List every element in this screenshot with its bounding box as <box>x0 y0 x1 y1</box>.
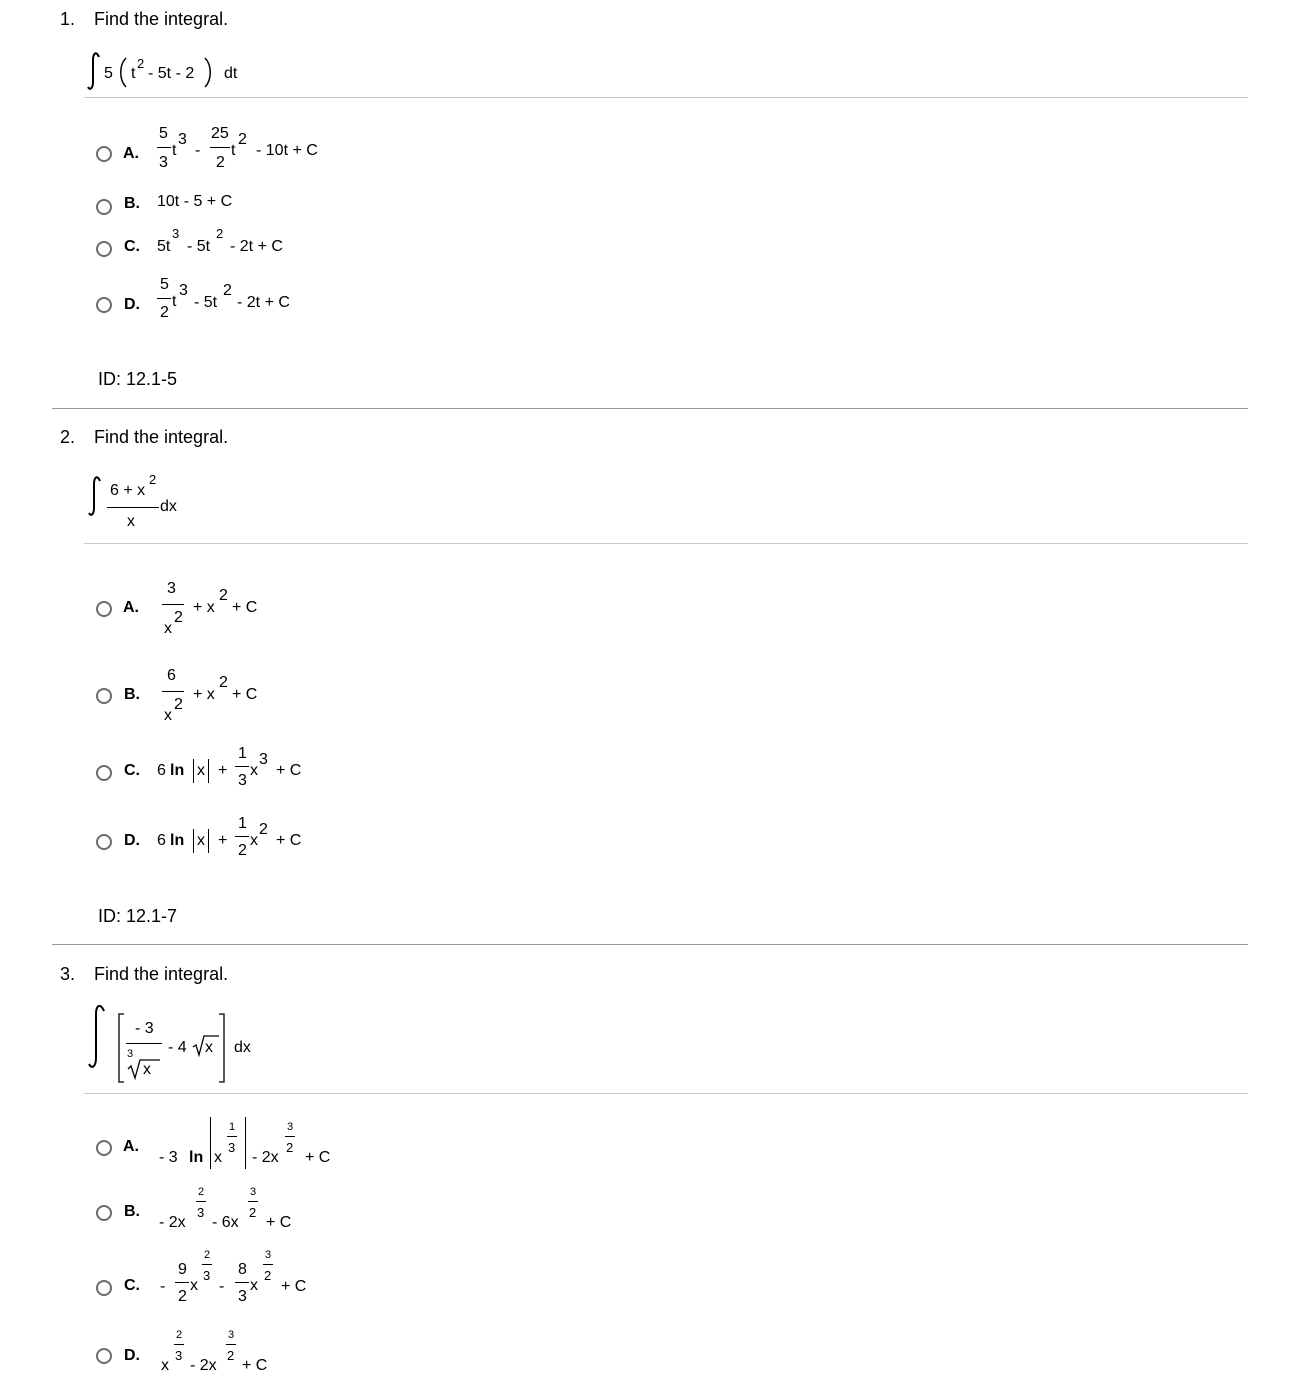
variable: x <box>161 1357 169 1374</box>
exponent: 2 <box>174 609 183 626</box>
fraction-denominator: 2 <box>216 154 225 171</box>
option-rest: - 2t + C <box>237 294 290 311</box>
exponent: 3 <box>259 751 268 768</box>
term: - 5t <box>187 238 211 255</box>
exponent-numerator: 3 <box>287 1121 294 1133</box>
exponent-numerator: 2 <box>204 1249 211 1261</box>
root-index: 3 <box>127 1048 134 1060</box>
question-prompt: Find the integral. <box>94 964 229 984</box>
option-rest: - 2t + C <box>230 238 283 255</box>
exponent-fraction-bar <box>196 1201 206 1202</box>
option-letter: D. <box>124 1347 140 1364</box>
radicand: x <box>205 1039 213 1056</box>
option-letter: B. <box>124 195 140 212</box>
exponent-numerator: 2 <box>198 1186 205 1198</box>
fraction-bar <box>235 1282 249 1283</box>
option-text: 10t - 5 + C <box>157 193 233 210</box>
fraction-denominator: x <box>127 513 135 530</box>
exponent-denominator: 3 <box>228 1140 236 1155</box>
radio-button[interactable] <box>96 1348 112 1364</box>
operator: + <box>218 832 228 849</box>
exponent-fraction-bar <box>226 1344 236 1345</box>
term: - 2x <box>252 1149 279 1166</box>
option-letter: B. <box>124 686 140 703</box>
exponent-numerator: 3 <box>250 1186 257 1198</box>
radicand: x <box>143 1061 151 1078</box>
variable: x <box>197 762 205 779</box>
fraction-numerator: 5 <box>159 125 168 142</box>
operator: - <box>219 1278 225 1295</box>
exponent: 2 <box>223 282 232 299</box>
variable: x <box>250 832 258 849</box>
fraction-numerator: 1 <box>238 815 247 832</box>
integrand-coefficient: 5 <box>104 65 113 82</box>
variable: t <box>231 142 236 159</box>
abs-bar <box>210 1117 211 1169</box>
fraction-denominator: x <box>164 620 172 637</box>
fraction-denominator: 2 <box>178 1288 187 1305</box>
option-letter: D. <box>124 832 140 849</box>
exponent: 2 <box>174 696 183 713</box>
question-id: ID: 12.1-7 <box>98 906 178 926</box>
fraction-numerator: 5 <box>160 276 169 293</box>
abs-bar <box>245 1117 246 1169</box>
integrand-differential: dt <box>224 65 238 82</box>
fraction-numerator: 8 <box>238 1261 247 1278</box>
exponent: 2 <box>238 131 247 148</box>
fraction-numerator: 1 <box>238 745 247 762</box>
fraction-denominator: 2 <box>238 842 247 859</box>
question-number: 3. <box>60 964 76 984</box>
option-rest: + C <box>232 686 258 703</box>
radio-button[interactable] <box>96 1140 112 1156</box>
ln-function: ln <box>189 1149 204 1166</box>
fraction-numerator: 9 <box>178 1261 187 1278</box>
option-letter: C. <box>124 762 140 779</box>
exponent-fraction-bar <box>202 1264 212 1265</box>
coefficient: 6 <box>157 762 166 779</box>
fraction-bar <box>126 1043 162 1044</box>
question-prompt: Find the integral. <box>94 427 229 447</box>
integrand-rest: - 5t - 2 <box>148 65 195 82</box>
coefficient: 6 <box>157 832 166 849</box>
exponent-denominator: 2 <box>227 1348 235 1363</box>
fraction-numerator: 25 <box>211 125 229 142</box>
exponent: 3 <box>178 131 187 148</box>
exponent-denominator: 2 <box>286 1140 294 1155</box>
coefficient: - 3 <box>159 1149 178 1166</box>
question-id: ID: 12.1-5 <box>98 369 178 389</box>
fraction-numerator: 6 <box>167 667 176 684</box>
term: - 2x <box>159 1214 186 1231</box>
divider <box>84 1093 1248 1094</box>
exponent-denominator: 3 <box>203 1268 211 1283</box>
variable: x <box>197 832 205 849</box>
integrand-differential: dx <box>234 1039 251 1056</box>
operator: + <box>218 762 228 779</box>
term: - 5t <box>194 294 218 311</box>
exponent-fraction-bar <box>285 1136 295 1137</box>
exponent: 2 <box>259 821 268 838</box>
exponent-fraction-bar <box>174 1344 184 1345</box>
variable: x <box>250 762 258 779</box>
exponent-denominator: 2 <box>249 1205 257 1220</box>
option-letter: A. <box>123 145 139 162</box>
term: - 2x <box>190 1357 217 1374</box>
term: - 4 <box>168 1039 187 1056</box>
exponent-denominator: 3 <box>175 1348 183 1363</box>
option-rest: + C <box>276 832 302 849</box>
exponent-fraction-bar <box>263 1264 273 1265</box>
exponent-numerator: 3 <box>228 1329 235 1341</box>
fraction-numerator: - 3 <box>135 1020 154 1037</box>
variable: x <box>214 1149 222 1166</box>
exponent-numerator: 2 <box>176 1329 183 1341</box>
fraction-numerator: 3 <box>167 580 176 597</box>
integrand-differential: dx <box>160 498 177 515</box>
integrand-exponent: 2 <box>137 56 145 71</box>
exponent: 2 <box>219 587 228 604</box>
ln-function: ln <box>170 832 185 849</box>
fraction-denominator: 2 <box>160 304 169 321</box>
question-number: 2. <box>60 427 76 447</box>
radio-button[interactable] <box>96 1205 112 1221</box>
exponent-numerator: 1 <box>229 1121 236 1133</box>
exponent-fraction-bar <box>227 1136 237 1137</box>
option-letter: C. <box>124 1277 140 1294</box>
option-letter: A. <box>123 1138 139 1155</box>
variable: t <box>172 142 177 159</box>
fraction-denominator: 3 <box>159 154 168 171</box>
ln-function: ln <box>170 762 185 779</box>
variable: t <box>172 293 177 310</box>
question-number: 1. <box>60 9 76 29</box>
variable: x <box>250 1277 258 1294</box>
exponent: 2 <box>216 226 224 241</box>
exponent-numerator: 3 <box>265 1249 272 1261</box>
term: - 6x <box>212 1214 239 1231</box>
exponent-denominator: 2 <box>264 1268 272 1283</box>
option-rest: + C <box>276 762 302 779</box>
option-letter: D. <box>124 296 140 313</box>
exponent: 3 <box>179 282 188 299</box>
variable: x <box>190 1277 198 1294</box>
fraction-numerator: 6 + x <box>110 482 146 499</box>
option-rest: + C <box>242 1357 268 1374</box>
exponent: 3 <box>172 226 180 241</box>
fraction-denominator: 3 <box>238 772 247 789</box>
term: 5t <box>157 238 171 255</box>
option-letter: A. <box>123 599 139 616</box>
option-rest: + C <box>305 1149 331 1166</box>
option-rest: - 10t + C <box>256 142 318 159</box>
exponent-fraction-bar <box>248 1201 258 1202</box>
radio-button[interactable] <box>96 1280 112 1296</box>
operator: - <box>160 1278 166 1295</box>
option-letter: B. <box>124 1203 140 1220</box>
exponent: 2 <box>219 674 228 691</box>
fraction-denominator: 3 <box>238 1288 247 1305</box>
option-rest: + C <box>281 1278 307 1295</box>
exponent: 2 <box>149 472 157 487</box>
question-prompt: Find the integral. <box>94 9 229 29</box>
option-rest: + C <box>232 599 258 616</box>
option-letter: C. <box>124 238 140 255</box>
exponent-denominator: 3 <box>197 1205 205 1220</box>
option-rest: + C <box>266 1214 292 1231</box>
term: + x <box>193 599 215 616</box>
term: + x <box>193 686 215 703</box>
fraction-denominator: x <box>164 707 172 724</box>
operator: - <box>195 142 201 159</box>
fraction-bar <box>175 1282 189 1283</box>
integrand-variable: t <box>131 65 136 82</box>
